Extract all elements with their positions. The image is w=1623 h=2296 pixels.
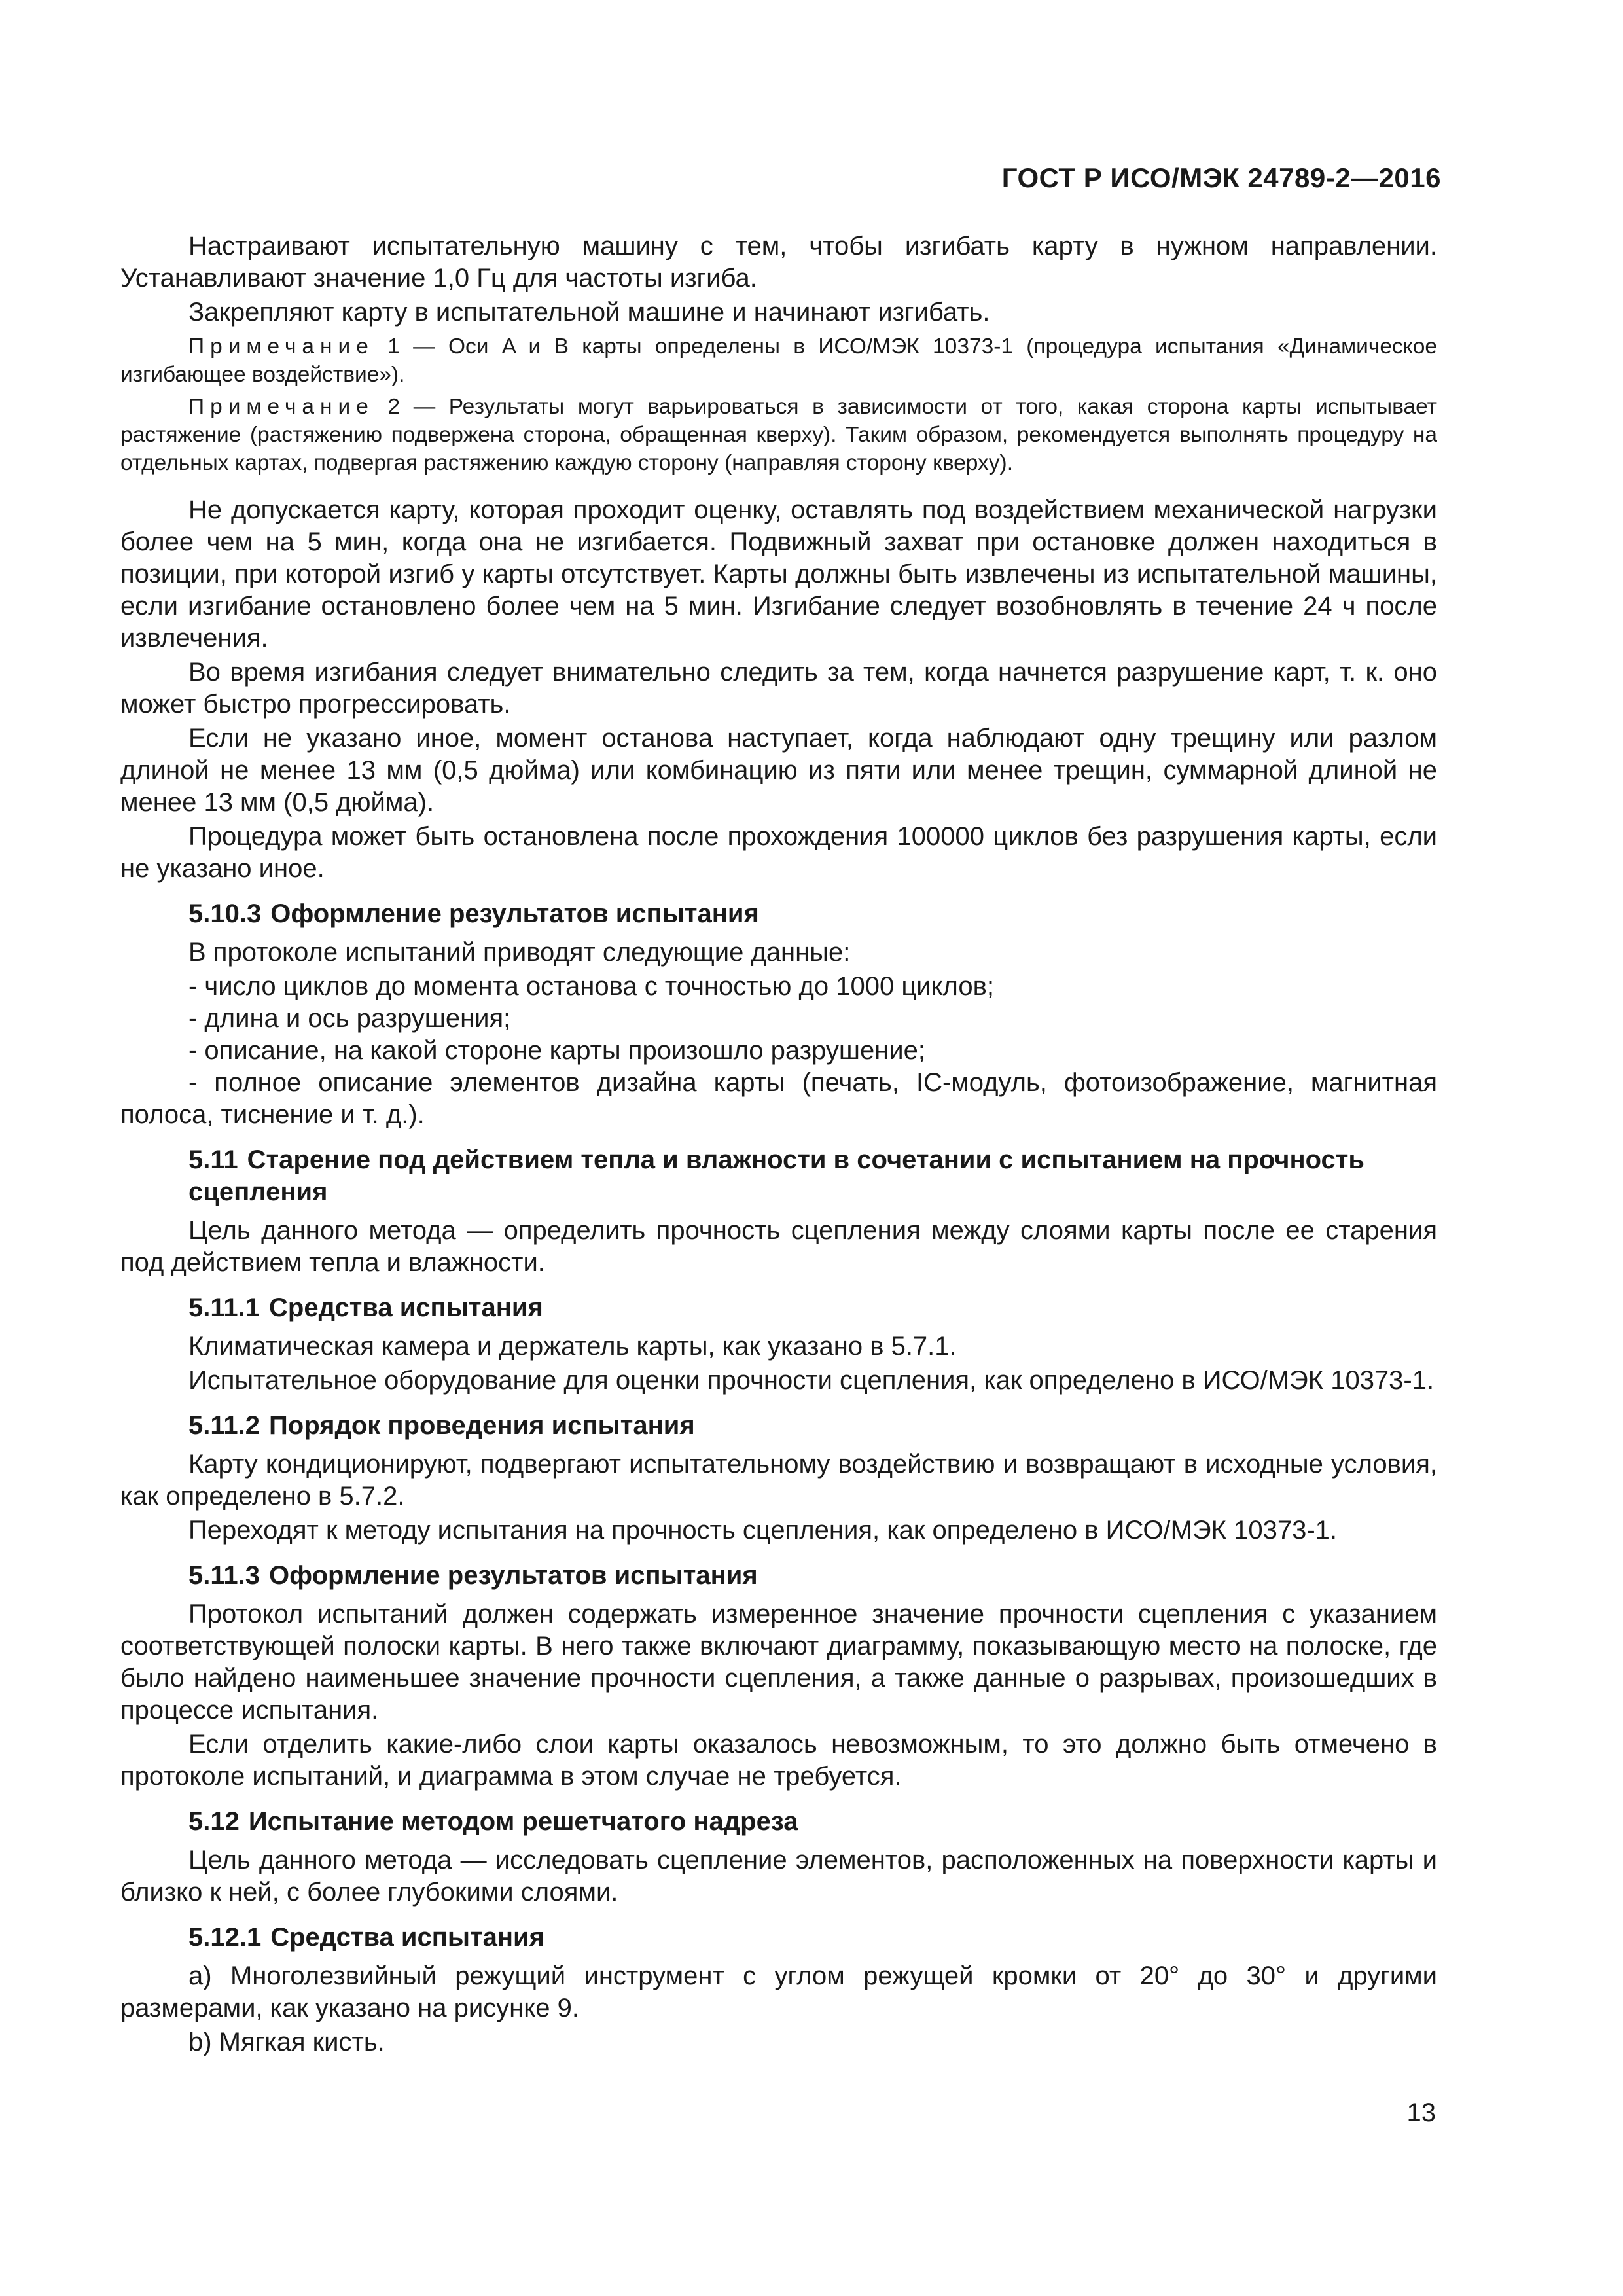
page-number: 13 [1406, 2098, 1436, 2127]
note-text: 1 — Оси A и B карты определены в ИСО/МЭК 10373-1 (процедура испытания «Динамическое изгибающее воздействие»). [120, 334, 1438, 387]
section-number: 5.11.3 [188, 1561, 260, 1590]
paragraph: Переходят к методу испытания на прочность сцепления, как определено в ИСО/МЭК 10373-1. [188, 1516, 1337, 1545]
paragraph: a) Многолезвийный режущий инструмент с углом режущей кромки от 20° до 30° и другими размерами, как указано на рисунке 9. [120, 1962, 1437, 2022]
note-1 [120, 332, 1437, 389]
section-heading-5-12-1 [120, 1922, 1437, 1954]
paragraph: Закрепляют карту в испытательной машине и начинают изгибать. [188, 298, 990, 327]
paragraph: Климатическая камера и держатель карты, как указано в 5.7.1. [188, 1332, 957, 1361]
paragraph: Карту кондиционируют, подвергают испытательному воздействию и возвращают в исходные условия, как определено в 5.7.2. [120, 1450, 1437, 1511]
paragraph: Протокол испытаний должен содержать измеренное значение прочности сцепления с указанием соответствующей полоски карты. В него также включают диаграмму, показывающую место на полоске, где было найдено наименьшее значение прочности сцепления, а также данные о разрывах, произошедших в процессе испытания. [120, 1600, 1437, 1725]
section-heading-5-11-1 [120, 1292, 1437, 1324]
section-title: Оформление результатов испытания [270, 899, 759, 928]
list-item: - полное описание элементов дизайна карты (печать, IC-модуль, фотоизображение, магнитная полоса, тиснение и т. д.). [120, 1068, 1437, 1129]
paragraph: Испытательное оборудование для оценки прочности сцепления, как определено в ИСО/МЭК 10373-1. [188, 1366, 1435, 1395]
section-heading-5-11-3 [120, 1560, 1437, 1592]
section-title: Порядок проведения испытания [269, 1411, 695, 1440]
document-body [120, 230, 1437, 2060]
paragraph: Процедура может быть остановлена после прохождения 100000 циклов без разрушения карты, если не указано иное. [120, 822, 1437, 883]
section-heading-5-11 [120, 1144, 1437, 1208]
section-title: Средства испытания [270, 1923, 544, 1952]
list-item: - число циклов до момента останова с точностью до 1000 циклов; [188, 972, 994, 1001]
paragraph: Настраивают испытательную машину с тем, чтобы изгибать карту в нужном направлении. Устанавливают значение 1,0 Гц для частоты изгиба. [120, 232, 1437, 293]
paragraph: Цель данного метода — определить прочность сцепления между слоями карты после ее старения под действием тепла и влажности. [120, 1216, 1437, 1277]
note-label: Примечание [188, 334, 374, 359]
list-item: - описание, на какой стороне карты произошло разрушение; [188, 1036, 925, 1065]
note-label: Примечание [188, 395, 374, 419]
paragraph: Если не указано иное, момент останова наступает, когда наблюдают одну трещину или разлом длиной не менее 13 мм (0,5 дюйма) или комбинацию из пяти или менее трещин, суммарной длиной не менее 13 мм (0,5 дюйма). [120, 724, 1437, 817]
paragraph: Во время изгибания следует внимательно следить за тем, когда начнется разрушение карт, т. к. оно может быстро прогрессировать. [120, 658, 1437, 719]
section-number: 5.11 [188, 1145, 238, 1174]
section-title: Средства испытания [269, 1293, 543, 1322]
section-number: 5.10.3 [188, 899, 262, 928]
note-2 [120, 393, 1437, 477]
section-heading-5-11-2 [120, 1410, 1437, 1442]
section-heading-5-12 [120, 1806, 1437, 1838]
section-number: 5.12 [188, 1807, 240, 1836]
section-number: 5.11.2 [188, 1411, 260, 1440]
paragraph: В протоколе испытаний приводят следующие данные: [188, 938, 851, 967]
paragraph: b) Мягкая кисть. [188, 2028, 385, 2056]
section-title: Старение под действием тепла и влажности в сочетании с испытанием на прочность сцепления [188, 1145, 1364, 1206]
list-item: - длина и ось разрушения; [188, 1004, 511, 1033]
paragraph: Если отделить какие-либо слои карты оказалось невозможным, то это должно быть отмечено в протоколе испытаний, и диаграмма в этом случае не требуется. [120, 1730, 1437, 1791]
section-title: Оформление результатов испытания [269, 1561, 758, 1590]
section-title: Испытание методом решетчатого надреза [248, 1807, 798, 1836]
note-text: 2 — Результаты могут варьироваться в зависимости от того, какая сторона карты испытывает растяжение (растяжению подвержена сторона, обращенная кверху). Таким образом, рекомендуется выполнять процедуру на отдельных картах, подвергая растяжению каждую сторону (направляя сторону кверху). [120, 395, 1437, 475]
section-heading-5-10-3 [120, 898, 1437, 930]
paragraph: Не допускается карту, которая проходит оценку, оставлять под воздействием механической нагрузки более чем на 5 мин, когда она не изгибается. Подвижный захват при остановке должен находиться в позиции, при которой изгиб у карты отсутствует. Карты должны быть извлечены из испытательной машины, если изгибание остановлено более чем на 5 мин. Изгибание следует возобновлять в течение 24 ч после извлечения. [120, 495, 1437, 653]
section-number: 5.12.1 [188, 1923, 262, 1952]
section-number: 5.11.1 [188, 1293, 260, 1322]
standard-code-header: ГОСТ Р ИСО/МЭК 24789-2—2016 [1001, 162, 1441, 193]
paragraph: Цель данного метода — исследовать сцепление элементов, расположенных на поверхности карты и близко к ней, с более глубокими слоями. [120, 1846, 1437, 1907]
